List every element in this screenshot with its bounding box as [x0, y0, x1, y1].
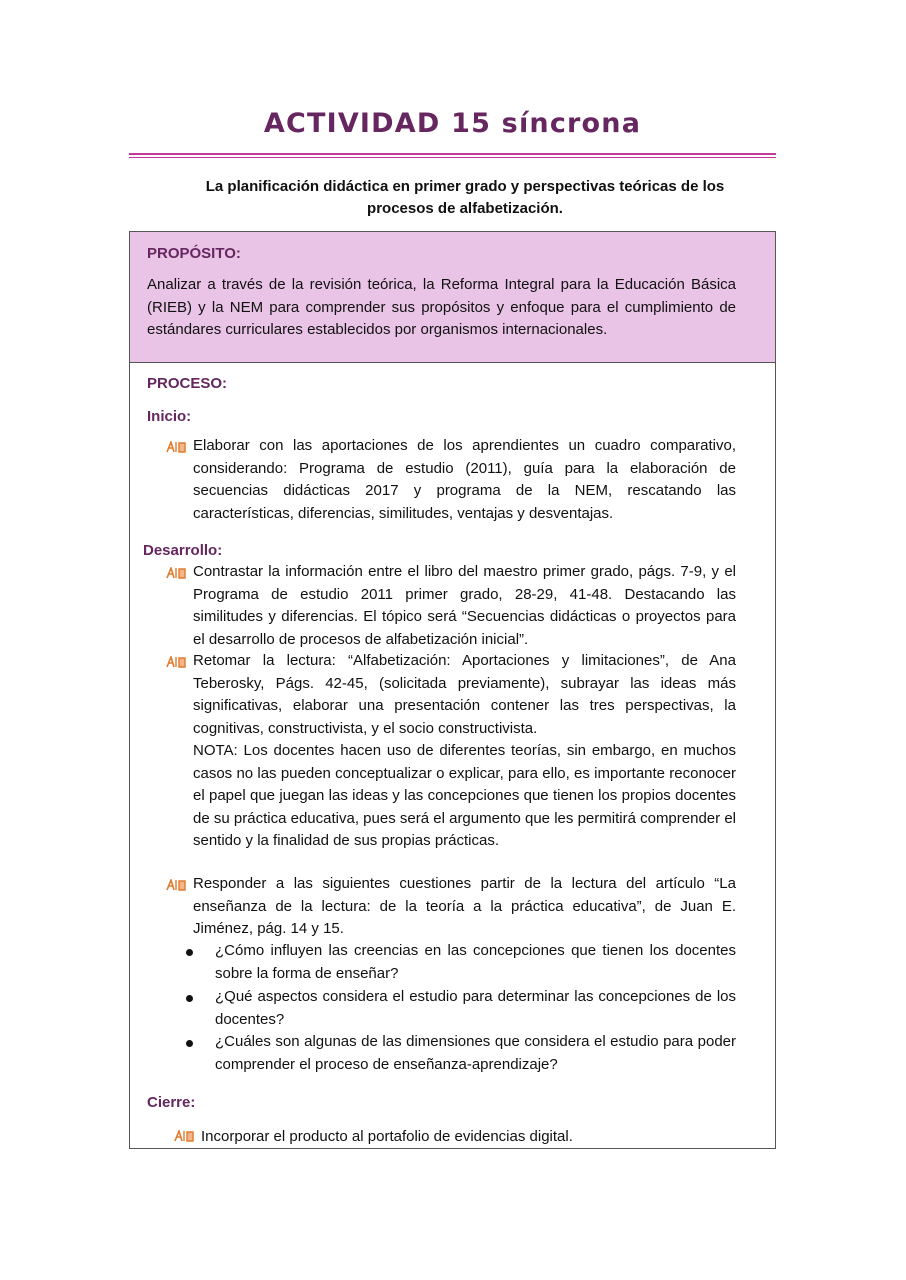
- desarrollo-item: Responder a las siguientes cuestiones partir de la lectura del artículo “La enseñanza de la lectura: de la teoría a la práctica educativa”, de Juan E. Jiménez, pág. 14 y 15.: [193, 875, 736, 937]
- title-rule-thin: [129, 157, 776, 158]
- cierre-item: Incorporar el producto al portafolio de evidencias digital.: [201, 1128, 573, 1145]
- page-title: ACTIVIDAD 15 síncrona: [263, 108, 642, 139]
- disc-bullet-icon: [186, 949, 193, 956]
- question-item: ¿Qué aspectos considera el estudio para determinar las concepciones de los docentes?: [215, 988, 736, 1028]
- process-label: PROCESO:: [147, 375, 228, 392]
- purpose-label: PROPÓSITO:: [147, 245, 241, 262]
- disc-bullet-icon: [186, 995, 193, 1002]
- question-item: ¿Cómo influyen las creencias en las concepciones que tienen los docentes sobre la forma de enseñar?: [215, 942, 736, 982]
- purpose-cell: [130, 232, 775, 363]
- cierre-label: Cierre:: [147, 1094, 196, 1111]
- title-rule-thick: [129, 153, 776, 155]
- book-bullet-icon: [165, 567, 187, 579]
- book-bullet-icon: [173, 1130, 195, 1142]
- activity-table: [129, 231, 776, 1149]
- purpose-text: Analizar a través de la revisión teórica, la Reforma Integral para la Educación Básica (RIEB) y la NEM para comprender sus propósitos y enfoque para el cumplimiento de estándares curriculares establecidos por organismos internacionales.: [147, 276, 736, 338]
- question-item: ¿Cuáles son algunas de las dimensiones que considera el estudio para poder comprender el proceso de enseñanza-aprendizaje?: [215, 1033, 736, 1073]
- book-bullet-icon: [165, 441, 187, 453]
- book-bullet-icon: [165, 656, 187, 668]
- disc-bullet-icon: [186, 1040, 193, 1047]
- desarrollo-item: Contrastar la información entre el libro del maestro primer grado, págs. 7-9, y el Programa de estudio 2011 primer grado, 28-29, 41-48. Destacando las similitudes y diferencias. El tópico será “Secuencias didácticas o proyectos para el desarrollo de procesos de alfabetización inicial”.: [193, 563, 736, 648]
- desarrollo-label: Desarrollo:: [143, 542, 223, 559]
- nota-text: NOTA: Los docentes hacen uso de diferentes teorías, sin embargo, en muchos casos no las pueden conceptualizar o explicar, para ello, es importante reconocer el papel que juegan las ideas y las concepciones que tienen los propios docentes de su práctica educativa, pues será el argumento que les permitirá comprender el sentido y la finalidad de sus propias prácticas.: [193, 742, 736, 849]
- inicio-item: Elaborar con las aportaciones de los aprendientes un cuadro comparativo, considerando: Programa de estudio (2011), guía para la elaboración de secuencias didácticas 2017 y programa de la NEM, rescatando las características, diferencias, similitudes, ventajas y desventajas.: [193, 437, 736, 522]
- inicio-label: Inicio:: [147, 408, 192, 425]
- desarrollo-item: Retomar la lectura: “Alfabetización: Aportaciones y limitaciones”, de Ana Teberosky, Págs. 42-45, (solicitada previamente), subrayar las ideas más significativas, elaborar una presentación contener las tres perspectivas, la cognitivas, constructivista, y el socio constructivista.: [193, 652, 736, 737]
- activity-subtitle: La planificación didáctica en primer grado y perspectivas teóricas de los procesos de alfabetización.: [205, 178, 725, 217]
- book-bullet-icon: [165, 879, 187, 891]
